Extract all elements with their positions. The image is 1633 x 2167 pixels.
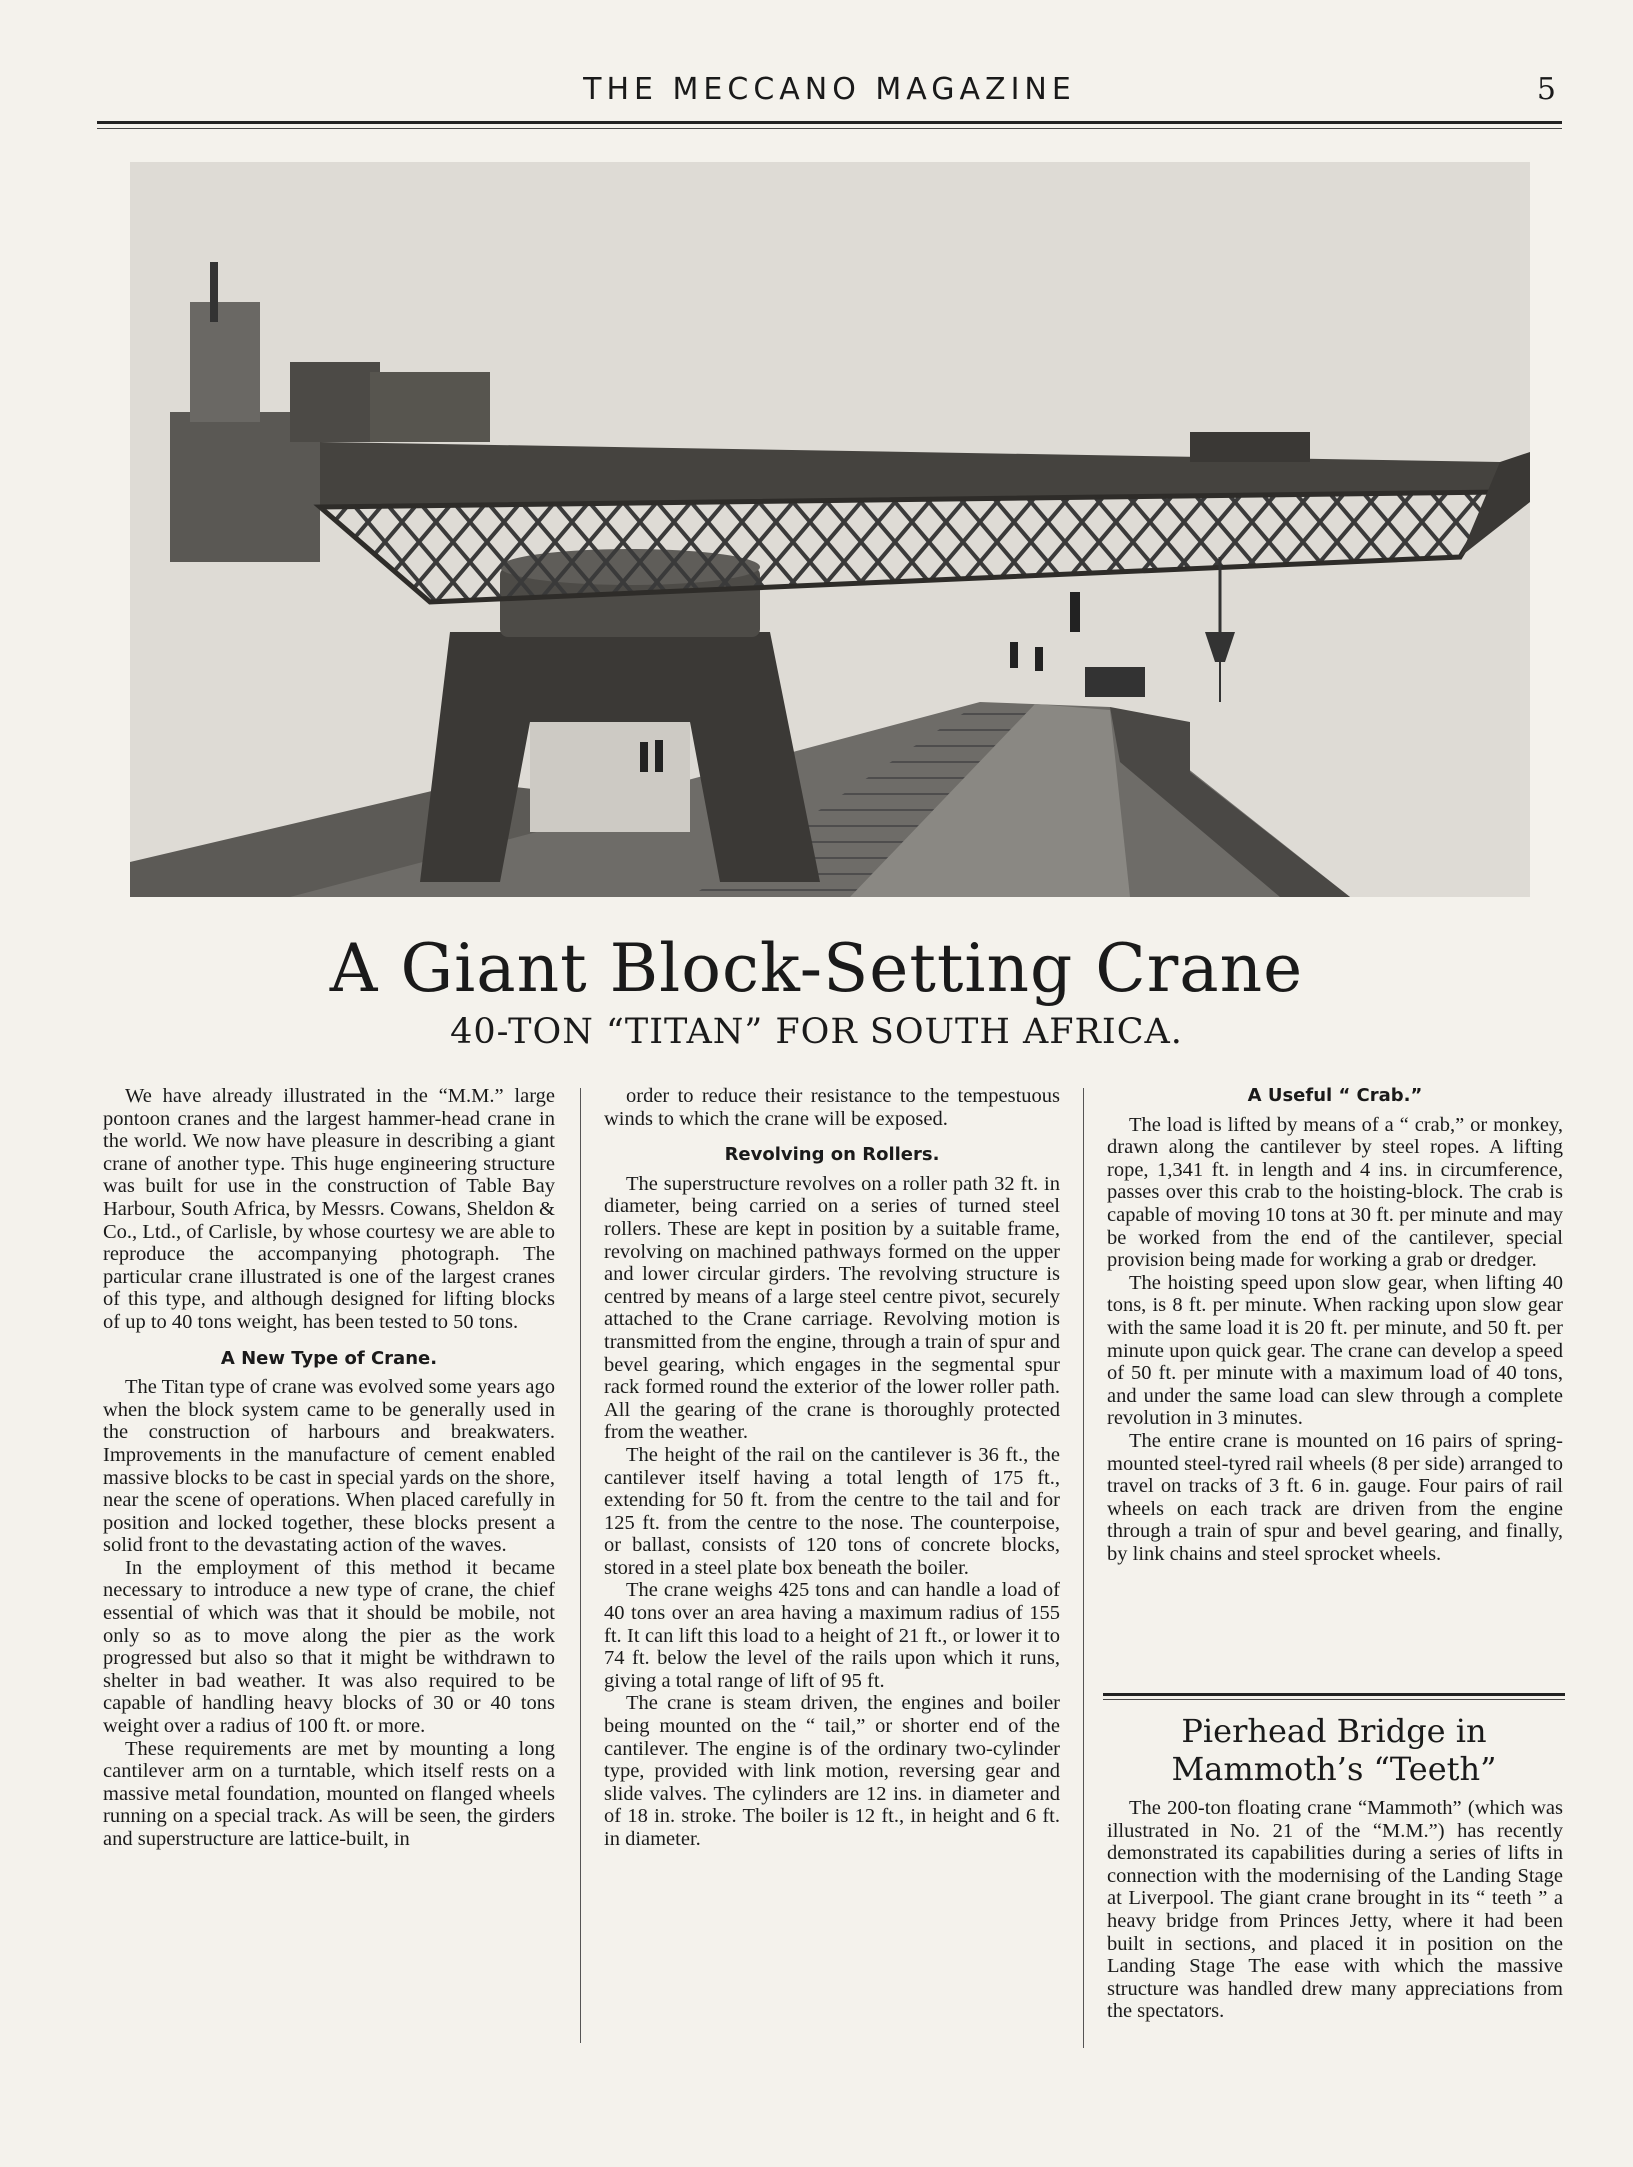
paragraph: The height of the rail on the cantilever is 36 ft., the cantilever itself having a total length of 175 ft., extending for 50 ft. from the centre to the tail and for 125 ft. from the centre to the nose. The counterpoise, or ballast, consists of 120 tons of concrete blocks, stored in a steel plate box beneath the boiler. bbox=[604, 1443, 1060, 1579]
article-column-1 bbox=[103, 1085, 555, 1851]
crane-photo-drawing bbox=[130, 162, 1530, 897]
article-column-2 bbox=[604, 1085, 1060, 1851]
paragraph: These requirements are met by mounting a long cantilever arm on a turntable, which itself rests on a massive metal foundation, mounted on flanged wheels running on a special track. As will be seen, the girders and superstructure are lattice-built, in bbox=[103, 1737, 555, 1850]
sidebar-headline: Pierhead Bridge in Mammoth’s “Teeth” bbox=[1171, 1712, 1497, 1788]
paragraph: The crane is steam driven, the engines and boiler being mounted on the “ tail,” or shorter end of the cantilever. The engine is of the ordinary two-cylinder type, provided with link motion, reversing gear and slide valves. The cylinders are 12 ins. in diameter and of 18 in. stroke. The boiler is 12 ft., in height and 6 ft. in diameter. bbox=[604, 1692, 1060, 1850]
page-header bbox=[97, 72, 1562, 116]
sidebar-rule-thick bbox=[1103, 1693, 1565, 1696]
section-heading: A Useful “ Crab.” bbox=[1247, 1085, 1423, 1106]
paragraph: The Titan type of crane was evolved some years ago when the block system came to be generally used in the construction of harbours and breakwaters. Improvements in the manufacture of cement enabled massive blocks to be cast in special yards on the shore, near the scene of operations. When placed carefully in position and locked together, these blocks present a solid front to the devastating action of the waves. bbox=[103, 1376, 555, 1557]
paragraph: The superstructure revolves on a roller path 32 ft. in diameter, being carried on a series of turned steel rollers. These are kept in position by a suitable frame, revolving on machined pathways formed on the upper and lower circular girders. The revolving structure is centred by means of a large steel centre pivot, securely attached to the Crane carriage. Revolving motion is transmitted from the engine, through a train of spur and bevel gearing, which engages in the segmental spur rack formed round the exterior of the lower roller path. All the gearing of the crane is thoroughly protected from the weather. bbox=[604, 1172, 1060, 1444]
article-headline: A Giant Block-Setting Crane bbox=[329, 930, 1304, 1007]
magazine-title: THE MECCANO MAGAZINE bbox=[583, 72, 1076, 107]
paragraph: The 200-ton floating crane “Mammoth” (which was illustrated in No. 21 of the “M.M.”) has recently demonstrated its capabilities during a series of lifts in connection with the modernising of the Landing Stage at Liverpool. The giant crane brought in its “ teeth ” a heavy bridge from Princes Jetty, where it had been built in sections, and placed it in position on the Landing Stage The ease with which the massive structure was handled drew many appreciations from the spectators. bbox=[1107, 1797, 1563, 2023]
column-divider bbox=[1083, 1088, 1084, 2048]
section-heading: A New Type of Crane. bbox=[220, 1347, 438, 1369]
paragraph: In the employment of this method it became necessary to introduce a new type of crane, the chief essential of which was that it should be mobile, not only so as to move along the pier as the work progressed but also so that it might be withdrawn to shelter in bad weather. It was also required to be capable of handling heavy blocks of 30 or 40 tons weight over a radius of 100 ft. or more. bbox=[103, 1556, 555, 1738]
section-heading: Revolving on Rollers. bbox=[724, 1144, 940, 1166]
header-rule-thin bbox=[97, 128, 1562, 129]
page-number: 5 bbox=[1536, 72, 1556, 107]
article-subheadline: 40-TON “TITAN” FOR SOUTH AFRICA. bbox=[450, 1012, 1183, 1052]
sidebar-body bbox=[1107, 1797, 1563, 2023]
paragraph: The hoisting speed upon slow gear, when lifting 40 tons, is 8 ft. per minute. When racking upon slow gear with the same load it is 20 ft. per minute, and 50 ft. per minute upon quick gear. The crane can develop a speed of 50 ft. per minute with a maximum load of 40 tons, and under the same load can slew through a complete revolution in 3 minutes. bbox=[1107, 1271, 1563, 1430]
paragraph: We have already illustrated in the “M.M.” large pontoon cranes and the largest hammer-head crane in the world. We now have pleasure in describing a giant crane of another type. This huge engineering structure was built for use in the construction of Table Bay Harbour, South Africa, by Messrs. Cowans, Sheldon & Co., Ltd., of Carlisle, by whose courtesy we are able to reproduce the accompanying photograph. The particular crane illustrated is one of the largest cranes of this type, and although designed for lifting blocks of up to 40 tons weight, has been tested to 50 tons. bbox=[103, 1085, 555, 1333]
paragraph: The entire crane is mounted on 16 pairs of spring-mounted steel-tyred rail wheels (8 per side) arranged to travel on tracks of 3 ft. 6 in. gauge. Four pairs of rail wheels on each track are driven from the engine through a train of spur and bevel gearing, and finally, by link chains and steel sprocket wheels. bbox=[1107, 1429, 1563, 1565]
paragraph: The load is lifted by means of a “ crab,” or monkey, drawn along the cantilever by steel ropes. A lifting rope, 1,341 ft. in length and 4 ins. in circumference, passes over this crab to the hoisting-block. The crab is capable of moving 10 tons at 30 ft. per minute and may be worked from the end of the cantilever, special provision being made for working a grab or dredger. bbox=[1107, 1113, 1563, 1272]
article-column-3 bbox=[1107, 1085, 1563, 1565]
sidebar-rule-thin bbox=[1103, 1699, 1565, 1700]
header-rule-thick bbox=[97, 121, 1562, 124]
crane-photo bbox=[130, 162, 1530, 897]
paragraph: The crane weighs 425 tons and can handle a load of 40 tons over an area having a maximum radius of 155 ft. It can lift this load to a height of 21 ft., or lower it to 74 ft. below the level of the rails upon which it runs, giving a total range of lift of 95 ft. bbox=[604, 1579, 1060, 1692]
column-divider bbox=[580, 1088, 581, 2043]
paragraph: order to reduce their resistance to the tempestuous winds to which the crane will be exposed. bbox=[604, 1085, 1060, 1130]
